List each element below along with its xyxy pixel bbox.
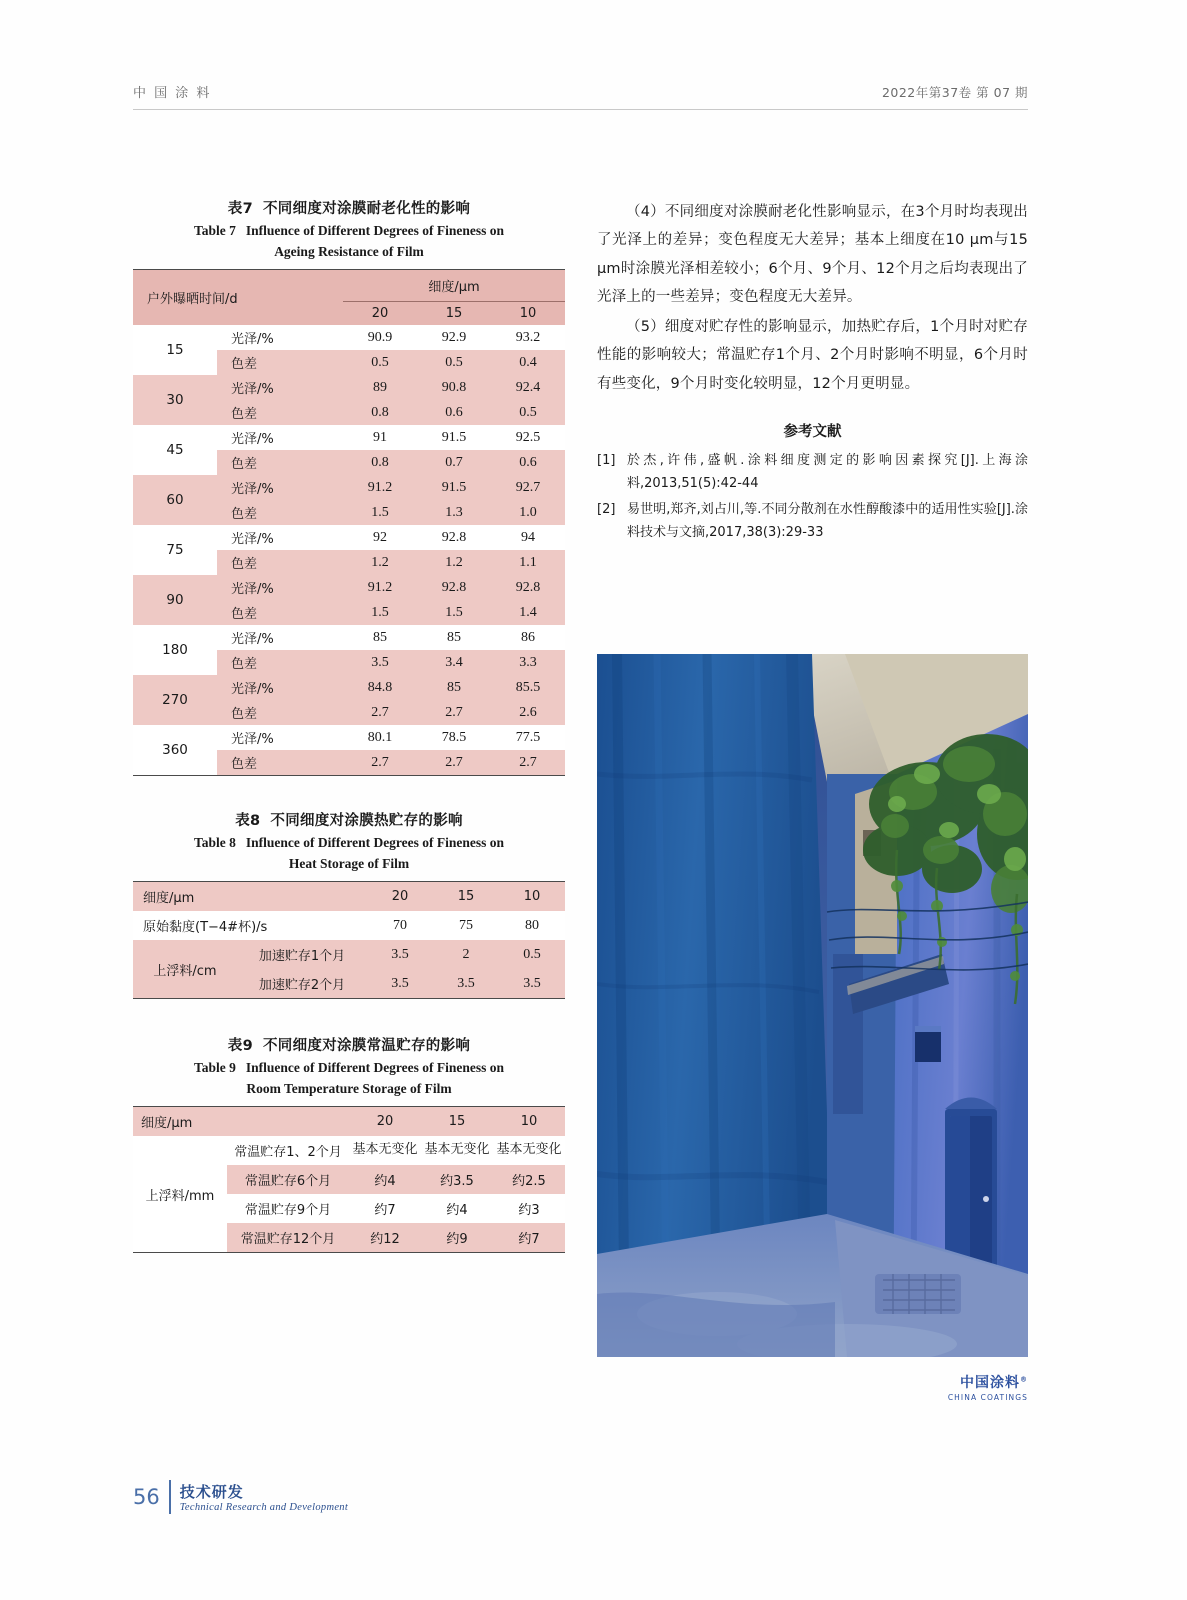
table7-row-color: 色差 (217, 400, 343, 425)
cell: 约4 (421, 1194, 493, 1223)
right-column (597, 198, 1028, 546)
cell: 2 (433, 940, 499, 969)
cell: 基本无变化 (493, 1136, 565, 1165)
reference-tag: [1] (597, 452, 616, 468)
cell: 85.5 (491, 675, 565, 700)
table7-fineness-20: 20 (343, 302, 417, 326)
cell: 1.1 (491, 550, 565, 575)
cell: 3.5 (367, 969, 433, 999)
cell: 92.7 (491, 475, 565, 500)
cell: 1.5 (343, 600, 417, 625)
table8-row0-label: 原始黏度(T−4#杯)/s (133, 911, 367, 940)
page-number: 56 (133, 1485, 160, 1509)
cell: 约4 (349, 1165, 421, 1194)
cell: 1.3 (417, 500, 491, 525)
table7-time-2: 45 (133, 425, 217, 475)
table7-fineness-10: 10 (491, 302, 565, 326)
table7-time-8: 360 (133, 725, 217, 776)
table9-row2-sub: 常温贮存9个月 (227, 1194, 349, 1223)
paragraph-4: （4）不同细度对涂膜耐老化性影响显示，在3个月时均表现出了光泽上的差异；变色程度无大差异；基本上细度在10 μm与15 μm时涂膜光泽相差较小；6个月、9个月、12个月之后均表现出了光泽上的一些差异；变色程度无大差异。 (597, 204, 1028, 305)
table8-fineness-15: 15 (433, 882, 499, 912)
table7-row-gloss: 光泽/% (217, 675, 343, 700)
table9-caption-cn-num: 表9 (227, 1038, 253, 1055)
cell: 约7 (349, 1194, 421, 1223)
cell: 90.9 (343, 325, 417, 350)
table9-caption-en-num: Table 9 (193, 1060, 236, 1076)
table9-fineness-15: 15 (421, 1107, 493, 1137)
table7-row-gloss: 光泽/% (217, 375, 343, 400)
table8-caption-en-2: Heat Storage of Film (288, 856, 410, 872)
cell: 3.4 (417, 650, 491, 675)
cell: 约9 (421, 1223, 493, 1253)
table-row (133, 575, 565, 600)
table8-caption-cn-num: 表8 (235, 813, 261, 830)
issue-info: 2022年第37卷 第 07 期 (881, 85, 1028, 100)
cell: 0.4 (491, 350, 565, 375)
cell: 2.7 (417, 700, 491, 725)
reference-item (597, 498, 1028, 545)
table7-row-color: 色差 (217, 650, 343, 675)
table8-caption-en-1: Influence of Different Degrees of Fineness on (245, 835, 505, 851)
table8-caption-cn: 不同细度对涂膜热贮存的影响 (270, 813, 463, 830)
table8-caption-en-num: Table 8 (193, 835, 236, 851)
table-row (133, 625, 565, 650)
cell: 92.8 (417, 525, 491, 550)
cell: 约3.5 (421, 1165, 493, 1194)
table8-caption (133, 810, 565, 875)
cell: 80 (499, 911, 565, 940)
table-row (133, 475, 565, 500)
cell: 1.2 (417, 550, 491, 575)
cell: 1.5 (343, 500, 417, 525)
table-row (133, 525, 565, 550)
cell: 3.3 (491, 650, 565, 675)
cell: 约7 (493, 1223, 565, 1253)
cell: 2.7 (343, 750, 417, 776)
table7-row-color: 色差 (217, 500, 343, 525)
cell: 92.9 (417, 325, 491, 350)
table9-caption-cn: 不同细度对涂膜常温贮存的影响 (263, 1038, 471, 1055)
cell: 2.7 (491, 750, 565, 776)
table7-time-6: 180 (133, 625, 217, 675)
cell: 80.1 (343, 725, 417, 750)
table-header-row (133, 882, 565, 912)
table-row (133, 425, 565, 450)
cell: 0.5 (343, 350, 417, 375)
cell: 85 (417, 675, 491, 700)
references-title: 参考文献 (783, 423, 842, 440)
table-row (133, 675, 565, 700)
table7-row-color: 色差 (217, 550, 343, 575)
table7-col-time: 户外曝晒时间/d (133, 270, 343, 326)
table9-caption-en-1: Influence of Different Degrees of Fineness on (245, 1060, 505, 1076)
table7-caption-cn-num: 表7 (227, 201, 253, 217)
table7-row-gloss: 光泽/% (217, 525, 343, 550)
table8 (133, 881, 565, 999)
table9-caption (133, 1035, 565, 1100)
cell: 78.5 (417, 725, 491, 750)
cell: 1.4 (491, 600, 565, 625)
cell: 77.5 (491, 725, 565, 750)
cell: 84.8 (343, 675, 417, 700)
cell: 91 (343, 425, 417, 450)
cell: 90.8 (417, 375, 491, 400)
cell: 85 (417, 625, 491, 650)
logo-en: CHINA COATINGS (947, 1393, 1028, 1402)
page-footer (133, 1480, 348, 1514)
table9-head-label: 细度/μm (133, 1107, 349, 1137)
cell: 86 (491, 625, 565, 650)
cell: 3.5 (367, 940, 433, 969)
table7-col-fineness: 细度/μm (343, 270, 565, 302)
table7-row-color: 色差 (217, 350, 343, 375)
table8-block (133, 810, 565, 999)
table7-fineness-15: 15 (417, 302, 491, 326)
table8-fineness-20: 20 (367, 882, 433, 912)
table-row (133, 325, 565, 350)
table7-caption-en-1: Influence of Different Degrees of Fineness on (245, 223, 505, 239)
cell: 0.8 (343, 450, 417, 475)
cell: 91.5 (417, 475, 491, 500)
table7-row-gloss: 光泽/% (217, 325, 343, 350)
table7-row-gloss: 光泽/% (217, 575, 343, 600)
cell: 0.7 (417, 450, 491, 475)
table-row (133, 1136, 565, 1165)
cell: 92 (343, 525, 417, 550)
footer-section-en: Technical Research and Development (179, 1502, 349, 1513)
cell: 92.8 (491, 575, 565, 600)
cell: 基本无变化 (421, 1136, 493, 1165)
table7-row-color: 色差 (217, 450, 343, 475)
table8-row1-sub: 加速贮存1个月 (237, 940, 367, 969)
table7-row-color: 色差 (217, 700, 343, 725)
table7-row-gloss: 光泽/% (217, 475, 343, 500)
table7-time-5: 90 (133, 575, 217, 625)
table9-caption-en-2: Room Temperature Storage of Film (246, 1081, 452, 1097)
paragraph-5: （5）细度对贮存性的影响显示，加热贮存后，1个月时对贮存性能的影响较大；常温贮存1个月、2个月时影响不明显，6个月时有些变化，9个月时变化较明显，12个月更明显。 (597, 319, 1028, 392)
left-column (133, 198, 565, 1257)
cell: 3.5 (433, 969, 499, 999)
table-header-row (133, 270, 565, 302)
reference-tag: [2] (597, 501, 616, 517)
table9 (133, 1106, 565, 1253)
table7-caption-en-2: Ageing Resistance of Film (274, 244, 424, 260)
cell: 2.7 (417, 750, 491, 776)
table9-side-label: 上浮料/mm (133, 1136, 227, 1253)
table9-row1-sub: 常温贮存6个月 (227, 1165, 349, 1194)
cell: 约2.5 (493, 1165, 565, 1194)
cell: 92.8 (417, 575, 491, 600)
table7-time-3: 60 (133, 475, 217, 525)
cell: 基本无变化 (349, 1136, 421, 1165)
reference-item (597, 449, 1028, 496)
cell: 0.6 (491, 450, 565, 475)
table9-fineness-20: 20 (349, 1107, 421, 1137)
brand-logo: 中国涂料® CHINA COATINGS (905, 1372, 1028, 1402)
cell: 92.5 (491, 425, 565, 450)
table8-fineness-10: 10 (499, 882, 565, 912)
table7-caption-en-num: Table 7 (193, 223, 236, 239)
table7 (133, 269, 565, 776)
table7-time-4: 75 (133, 525, 217, 575)
cell: 0.8 (343, 400, 417, 425)
table7-time-0: 15 (133, 325, 217, 375)
table-row (133, 375, 565, 400)
cell: 92.4 (491, 375, 565, 400)
cell: 1.2 (343, 550, 417, 575)
table-row (133, 911, 565, 940)
table9-row0-sub: 常温贮存1、2个月 (227, 1136, 349, 1165)
table9-fineness-10: 10 (493, 1107, 565, 1137)
table-header-row (133, 1107, 565, 1137)
cell: 89 (343, 375, 417, 400)
cell: 94 (491, 525, 565, 550)
cell: 1.5 (417, 600, 491, 625)
cell: 0.5 (499, 940, 565, 969)
running-head (133, 82, 1028, 110)
cell: 3.5 (499, 969, 565, 999)
logo-cn: 中国涂料 (960, 1375, 1020, 1391)
footer-section-cn: 技术研发 (179, 1483, 244, 1501)
table9-block (133, 1035, 565, 1253)
cell: 0.5 (491, 400, 565, 425)
reference-text: 易世明,郑齐,刘占川,等.不同分散剂在水性醇酸漆中的适用性实验[J].涂料技术与文摘,2017,38(3):29-33 (627, 501, 1028, 541)
footer-divider (169, 1480, 171, 1514)
decorative-photo (597, 654, 1028, 1357)
cell: 约12 (349, 1223, 421, 1253)
reference-text: 於杰,许伟,盛帆.涂料细度测定的影响因素探究[J].上海涂料,2013,51(5):42-44 (627, 452, 1028, 492)
table7-row-color: 色差 (217, 750, 343, 776)
cell: 93.2 (491, 325, 565, 350)
table7-block (133, 198, 565, 776)
table7-time-7: 270 (133, 675, 217, 725)
cell: 3.5 (343, 650, 417, 675)
table7-row-color: 色差 (217, 600, 343, 625)
cell: 2.6 (491, 700, 565, 725)
cell: 75 (433, 911, 499, 940)
table7-caption (133, 198, 565, 263)
cell: 0.6 (417, 400, 491, 425)
cell: 91.2 (343, 475, 417, 500)
table7-row-gloss: 光泽/% (217, 725, 343, 750)
table8-head-label: 细度/μm (133, 882, 367, 912)
table7-time-1: 30 (133, 375, 217, 425)
table-row (133, 940, 565, 969)
cell: 0.5 (417, 350, 491, 375)
cell: 91.5 (417, 425, 491, 450)
cell: 91.2 (343, 575, 417, 600)
cell: 85 (343, 625, 417, 650)
table7-row-gloss: 光泽/% (217, 425, 343, 450)
table7-caption-cn: 不同细度对涂膜耐老化性的影响 (263, 201, 471, 217)
cell: 70 (367, 911, 433, 940)
table8-row2-sub: 加速贮存2个月 (237, 969, 367, 999)
table7-row-gloss: 光泽/% (217, 625, 343, 650)
journal-name: 中 国 涂 料 (133, 86, 212, 101)
table8-row1-label: 上浮料/cm (133, 940, 237, 999)
table9-row3-sub: 常温贮存12个月 (227, 1223, 349, 1253)
cell: 约3 (493, 1194, 565, 1223)
cell: 1.0 (491, 500, 565, 525)
table-row (133, 725, 565, 750)
cell: 2.7 (343, 700, 417, 725)
